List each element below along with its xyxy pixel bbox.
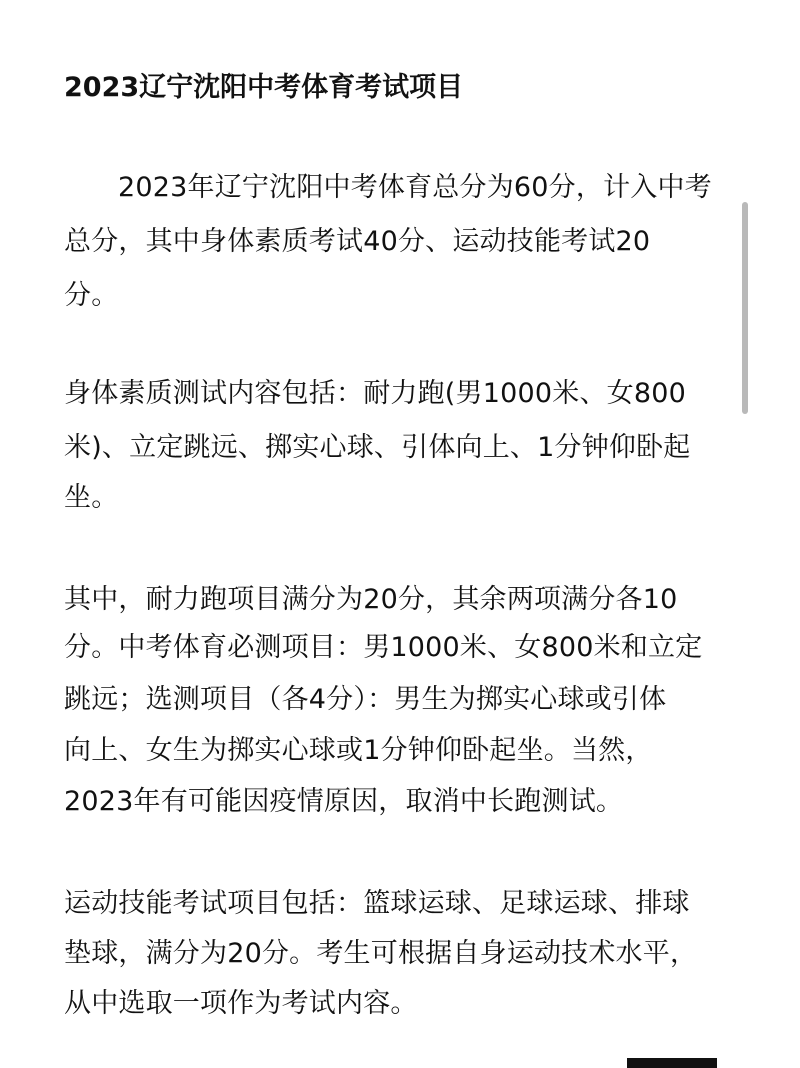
paragraph-3-line-5: 2023年有可能因疫情原因，取消中长跑测试。 (64, 786, 624, 817)
paragraph-1-line-2: 总分，其中身体素质考试40分、运动技能考试20 (64, 226, 651, 257)
paragraph-2-line-3: 坐。 (64, 482, 119, 513)
paragraph-1-line-3: 分。 (64, 280, 119, 311)
paragraph-2-line-1: 身体素质测试内容包括：耐力跑(男1000米、女800 (64, 378, 686, 409)
paragraph-2-line-2: 米)、立定跳远、掷实心球、引体向上、1分钟仰卧起 (64, 432, 691, 463)
paragraph-3-line-4: 向上、女生为掷实心球或1分钟仰卧起坐。当然， (64, 735, 653, 766)
paragraph-3-line-3: 跳远；选测项目（各4分）：男生为掷实心球或引体 (64, 684, 667, 715)
paragraph-4-line-3: 从中选取一项作为考试内容。 (64, 988, 418, 1019)
paragraph-4-line-2: 垫球，满分为20分。考生可根据自身运动技术水平， (64, 938, 698, 969)
paragraph-1-line-1: 2023年辽宁沈阳中考体育总分为60分，计入中考 (118, 172, 712, 203)
article-title: 2023辽宁沈阳中考体育考试项目 (64, 72, 464, 103)
paragraph-4-line-1: 运动技能考试项目包括：篮球运球、足球运球、排球 (64, 888, 690, 919)
paragraph-3-line-1: 其中，耐力跑项目满分为20分，其余两项满分各10 (64, 584, 678, 615)
paragraph-3-line-2: 分。中考体育必测项目：男1000米、女800米和立定 (64, 632, 703, 663)
vertical-scrollbar[interactable] (742, 202, 748, 414)
bottom-dark-bar (627, 1058, 717, 1068)
